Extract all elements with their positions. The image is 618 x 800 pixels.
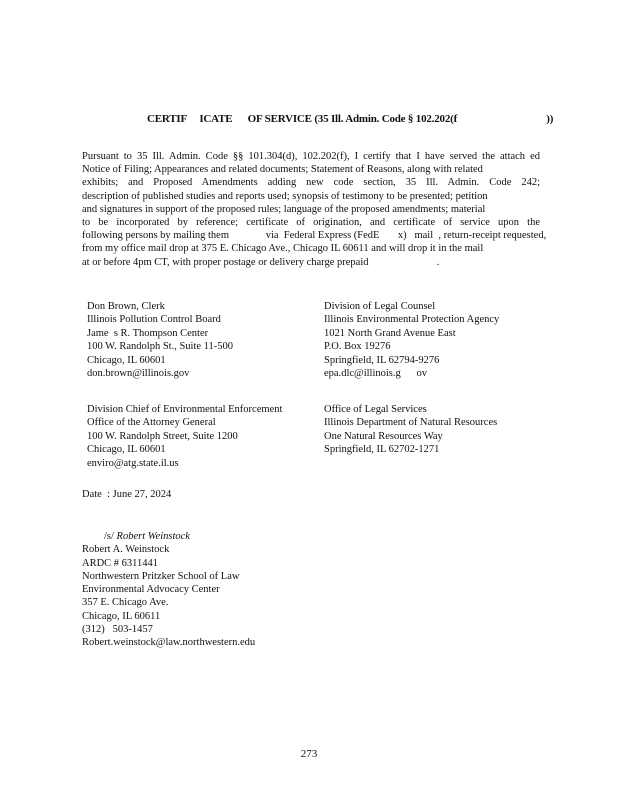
signer-org: Northwestern Pritzker School of Law <box>82 570 240 582</box>
address-line: Division of Legal Counsel <box>324 301 436 312</box>
address-block-clerk <box>87 300 233 380</box>
address-line: Illinois Environmental Protection Agency <box>324 314 500 326</box>
body-line: at or before 4pm CT, with proper postage or delivery charge prepaid . <box>82 256 440 268</box>
address-line: Illinois Pollution Control Board <box>87 314 221 326</box>
address-line: Office of the Attorney General <box>87 417 216 429</box>
body-line: to be incorporated by reference; certificate of origination, and certificate of service upon the <box>82 217 540 229</box>
signer-name: Robert A. Weinstock <box>82 544 170 556</box>
signature-prefix: /s/ <box>104 531 117 542</box>
body-line: following persons by mailing them via Federal Express (FedE x) mail , return-receipt requested, <box>82 230 547 242</box>
body-line: from my office mail drop at 375 E. Chicago Ave., Chicago IL 60611 and will drop it in the mail <box>82 243 484 255</box>
signer-ardc: ARDC # 6311441 <box>82 557 159 569</box>
address-block-attorney-general <box>87 403 282 470</box>
address-block-natural-resources <box>324 403 497 457</box>
address-line: Illinois Department of Natural Resources <box>324 417 498 429</box>
date-line: Date : June 27, 2024 <box>82 489 172 500</box>
body-line: description of published studies and reports used; synopsis of testimony to be presented; petition <box>82 190 488 202</box>
address-line: Jame s R. Thompson Center <box>87 327 209 339</box>
address-line: P.O. Box 19276 <box>324 341 391 353</box>
body-line: exhibits; and Proposed Amendments adding new code section, 35 Ill. Admin. Code 242; <box>82 177 540 189</box>
signature-block <box>82 530 255 650</box>
signer-center: Environmental Advocacy Center <box>82 584 220 596</box>
body-line: Pursuant to 35 Ill. Admin. Code §§ 101.304(d), 102.202(f), I certify that I have served the attach ed <box>82 151 540 162</box>
address-line: 1021 North Grand Avenue East <box>324 327 456 339</box>
page-number: 273 <box>300 748 318 760</box>
certificate-title: CERTIF ICATE OF SERVICE (35 Ill. Admin. Code § 102.202(f )) <box>147 113 554 125</box>
address-line: Springfield, IL 62702-1271 <box>324 444 440 456</box>
address-line: Don Brown, Clerk <box>87 301 165 312</box>
signature-name: Robert Weinstock <box>116 531 190 542</box>
address-line: 100 W. Randolph St., Suite 11-500 <box>87 341 234 353</box>
signer-phone: (312) 503-1457 <box>82 624 153 636</box>
address-line: Division Chief of Environmental Enforcement <box>87 404 283 415</box>
electronic-signature <box>82 530 255 543</box>
email-link[interactable]: enviro@atg.state.il.us <box>87 457 179 469</box>
address-line: Office of Legal Services <box>324 404 427 415</box>
address-block-legal-counsel <box>324 300 499 380</box>
address-line: Springfield, IL 62794-9276 <box>324 354 440 366</box>
address-line: Chicago, IL 60601 <box>87 444 166 456</box>
signer-email[interactable]: Robert.weinstock@law.northwestern.edu <box>82 637 256 649</box>
signer-street: 357 E. Chicago Ave. <box>82 597 169 609</box>
address-line: One Natural Resources Way <box>324 430 443 442</box>
address-line: 100 W. Randolph Street, Suite 1200 <box>87 430 238 442</box>
body-line: Notice of Filing; Appearances and related documents; Statement of Reasons, along with related <box>82 164 483 176</box>
signer-city: Chicago, IL 60611 <box>82 610 161 622</box>
email-link[interactable]: epa.dlc@illinois.g ov <box>324 368 427 380</box>
body-line: and signatures in support of the proposed rules; language of the proposed amendments; material <box>82 203 486 215</box>
email-link[interactable]: don.brown@illinois.gov <box>87 368 190 380</box>
certificate-body <box>82 150 547 269</box>
address-line: Chicago, IL 60601 <box>87 354 166 366</box>
